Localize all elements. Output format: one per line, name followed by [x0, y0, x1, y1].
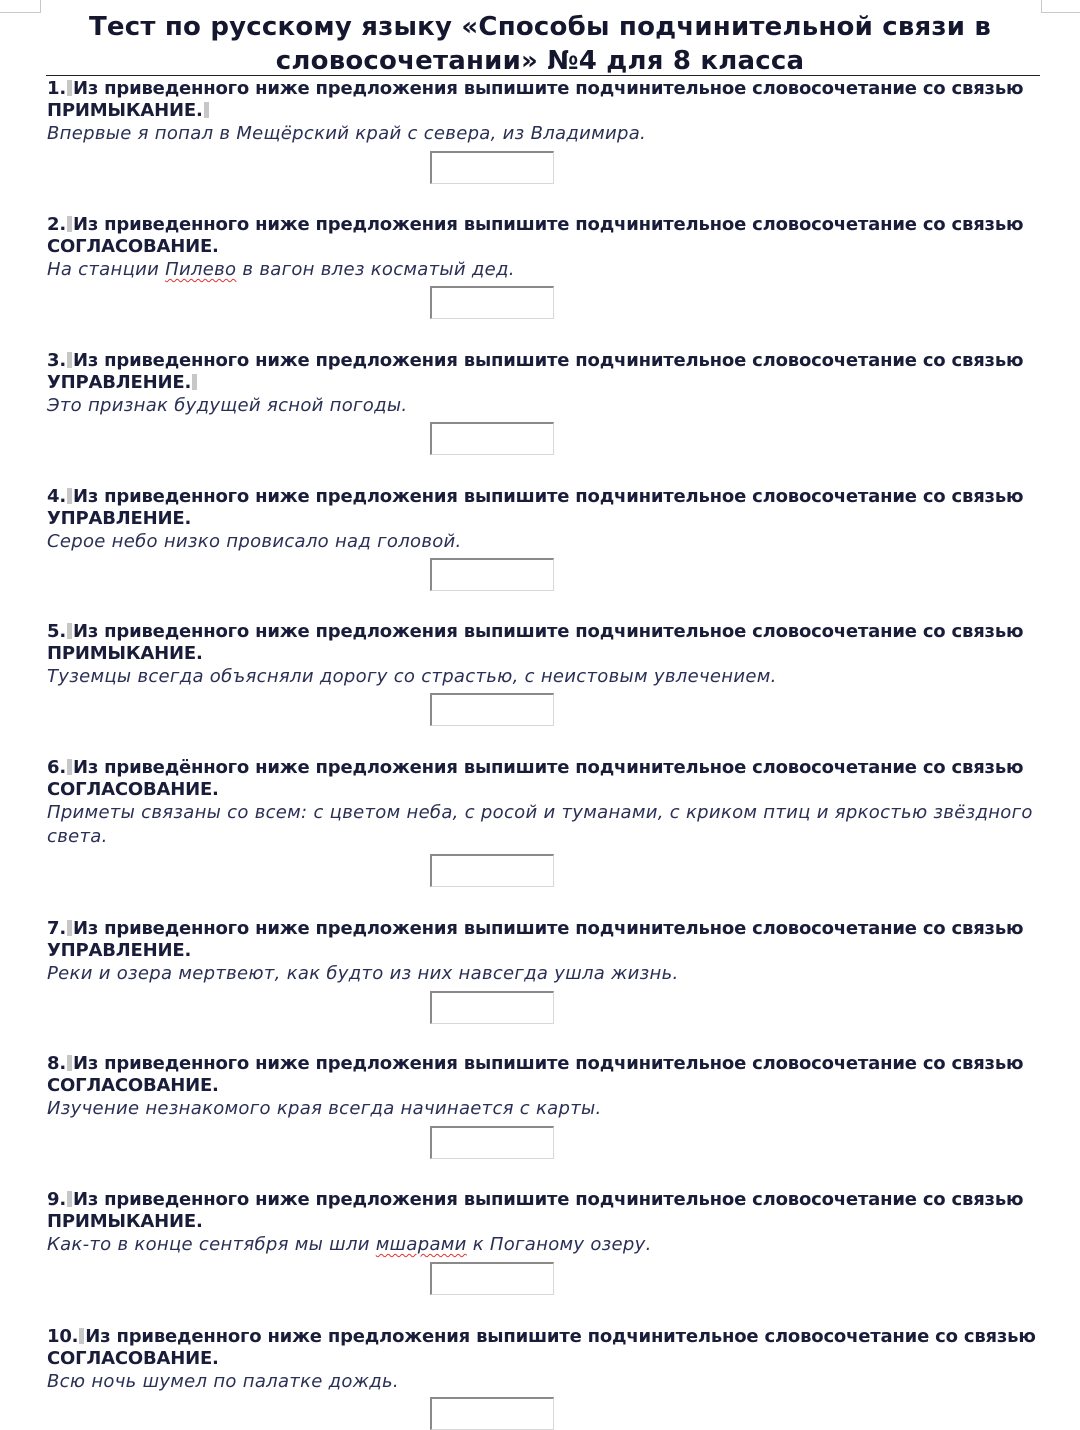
question-instruction: [47, 918, 1047, 962]
page-corner-mark-right: [1041, 0, 1080, 13]
link-type: ПРИМЫКАНИЕ.: [47, 1211, 203, 1232]
question-1: [47, 78, 1047, 146]
sentence-part: На станции: [47, 259, 166, 280]
paragraph-marker: [67, 216, 72, 232]
answer-box-7[interactable]: [430, 991, 554, 1024]
question-instruction: [47, 214, 1047, 258]
question-number: 2.: [47, 214, 66, 235]
answer-box-1[interactable]: [430, 151, 554, 184]
question-number: 9.: [47, 1189, 66, 1210]
link-type: УПРАВЛЕНИЕ.: [47, 940, 192, 961]
paragraph-marker: [67, 920, 72, 936]
answer-box-9[interactable]: [430, 1262, 554, 1295]
question-text: Из приведенного ниже предложения выпишите подчинительное словосочетание со связью: [72, 486, 1024, 507]
paragraph-marker: [67, 352, 72, 368]
question-sentence: Серое небо низко провисало над головой.: [47, 531, 462, 552]
answer-box-6[interactable]: [430, 854, 554, 887]
question-instruction: [47, 1326, 1047, 1370]
title-underline: [46, 75, 1040, 76]
paragraph-marker: [67, 1191, 72, 1207]
page-title: [40, 10, 1040, 78]
question-5: [47, 621, 1047, 689]
misspelled-word: мшарами: [375, 1234, 467, 1255]
answer-box-8[interactable]: [430, 1126, 554, 1159]
question-number: 3.: [47, 350, 66, 371]
link-type: СОГЛАСОВАНИЕ.: [47, 236, 219, 257]
question-sentence: Изучение незнакомого края всегда начинается с карты.: [47, 1098, 602, 1119]
question-text: Из приведенного ниже предложения выпишите подчинительное словосочетание со связью: [72, 1053, 1024, 1074]
paragraph-marker: [192, 374, 197, 390]
answer-box-4[interactable]: [430, 558, 554, 591]
link-type: УПРАВЛЕНИЕ.: [47, 372, 192, 393]
question-6: [47, 757, 1047, 849]
answer-box-2[interactable]: [430, 286, 554, 319]
question-number: 8.: [47, 1053, 66, 1074]
question-instruction: [47, 350, 1047, 394]
question-instruction: [47, 1189, 1047, 1233]
question-sentence: Реки и озера мертвеют, как будто из них навсегда ушла жизнь.: [47, 963, 679, 984]
title-line-2: словосочетании» №4 для 8 класса: [275, 46, 805, 76]
question-instruction: [47, 757, 1047, 801]
question-text: Из приведенного ниже предложения выпишите подчинительное словосочетание со связью: [72, 214, 1024, 235]
paragraph-marker: [204, 102, 209, 118]
link-type: СОГЛАСОВАНИЕ.: [47, 1348, 219, 1369]
paragraph-marker: [67, 80, 72, 96]
question-sentence: Всю ночь шумел по палатке дождь.: [47, 1371, 399, 1392]
paragraph-marker: [79, 1328, 84, 1344]
link-type: ПРИМЫКАНИЕ.: [47, 100, 203, 121]
answer-box-5[interactable]: [430, 693, 554, 726]
question-instruction: [47, 78, 1047, 122]
paragraph-marker: [67, 488, 72, 504]
misspelled-word: Пилево: [165, 259, 237, 280]
question-instruction: [47, 1053, 1047, 1097]
question-10: [47, 1326, 1047, 1394]
question-number: 5.: [47, 621, 66, 642]
question-sentence: [47, 1233, 1037, 1257]
answer-box-10[interactable]: [430, 1397, 554, 1430]
question-instruction: [47, 621, 1047, 665]
question-number: 6.: [47, 757, 66, 778]
question-3: [47, 350, 1047, 418]
question-2: [47, 214, 1047, 282]
paragraph-marker: [67, 1055, 72, 1071]
sentence-part: к Поганому озеру.: [466, 1234, 652, 1255]
question-sentence: Впервые я попал в Мещёрский край с севера, из Владимира.: [47, 123, 647, 144]
question-8: [47, 1053, 1047, 1121]
question-text: Из приведенного ниже предложения выпишите подчинительное словосочетание со связью: [85, 1326, 1036, 1347]
paragraph-marker: [67, 623, 72, 639]
question-number: 7.: [47, 918, 66, 939]
question-sentence: Приметы связаны со всем: с цветом неба, с росой и туманами, с криком птиц и яркостью звёздного света.: [47, 802, 1033, 847]
paragraph-marker: [67, 759, 72, 775]
sentence-part: в вагон влез косматый дед.: [236, 259, 515, 280]
question-number: 4.: [47, 486, 66, 507]
link-type: СОГЛАСОВАНИЕ.: [47, 779, 219, 800]
question-4: [47, 486, 1047, 554]
sentence-part: Как-то в конце сентября мы шли: [47, 1234, 376, 1255]
question-number: 10.: [47, 1326, 79, 1347]
page-corner-mark-left: [0, 0, 41, 13]
question-sentence: [47, 258, 1037, 282]
question-text: Из приведенного ниже предложения выпишите подчинительное словосочетание со связью: [72, 78, 1024, 99]
question-text: Из приведённого ниже предложения выпишите подчинительное словосочетание со связью: [72, 757, 1024, 778]
question-9: [47, 1189, 1047, 1257]
question-7: [47, 918, 1047, 986]
question-number: 1.: [47, 78, 66, 99]
answer-box-3[interactable]: [430, 422, 554, 455]
question-instruction: [47, 486, 1047, 530]
link-type: СОГЛАСОВАНИЕ.: [47, 1075, 219, 1096]
question-text: Из приведенного ниже предложения выпишите подчинительное словосочетание со связью: [72, 918, 1024, 939]
question-sentence: Это признак будущей ясной погоды.: [47, 395, 408, 416]
question-text: Из приведенного ниже предложения выпишите подчинительное словосочетание со связью: [72, 350, 1024, 371]
question-text: Из приведенного ниже предложения выпишите подчинительное словосочетание со связью: [72, 621, 1024, 642]
question-text: Из приведенного ниже предложения выпишите подчинительное словосочетание со связью: [72, 1189, 1024, 1210]
title-line-1: Тест по русскому языку «Способы подчинительной связи в: [88, 12, 992, 42]
link-type: УПРАВЛЕНИЕ.: [47, 508, 192, 529]
question-sentence: Туземцы всегда объясняли дорогу со страстью, с неистовым увлечением.: [47, 666, 777, 687]
link-type: ПРИМЫКАНИЕ.: [47, 643, 203, 664]
